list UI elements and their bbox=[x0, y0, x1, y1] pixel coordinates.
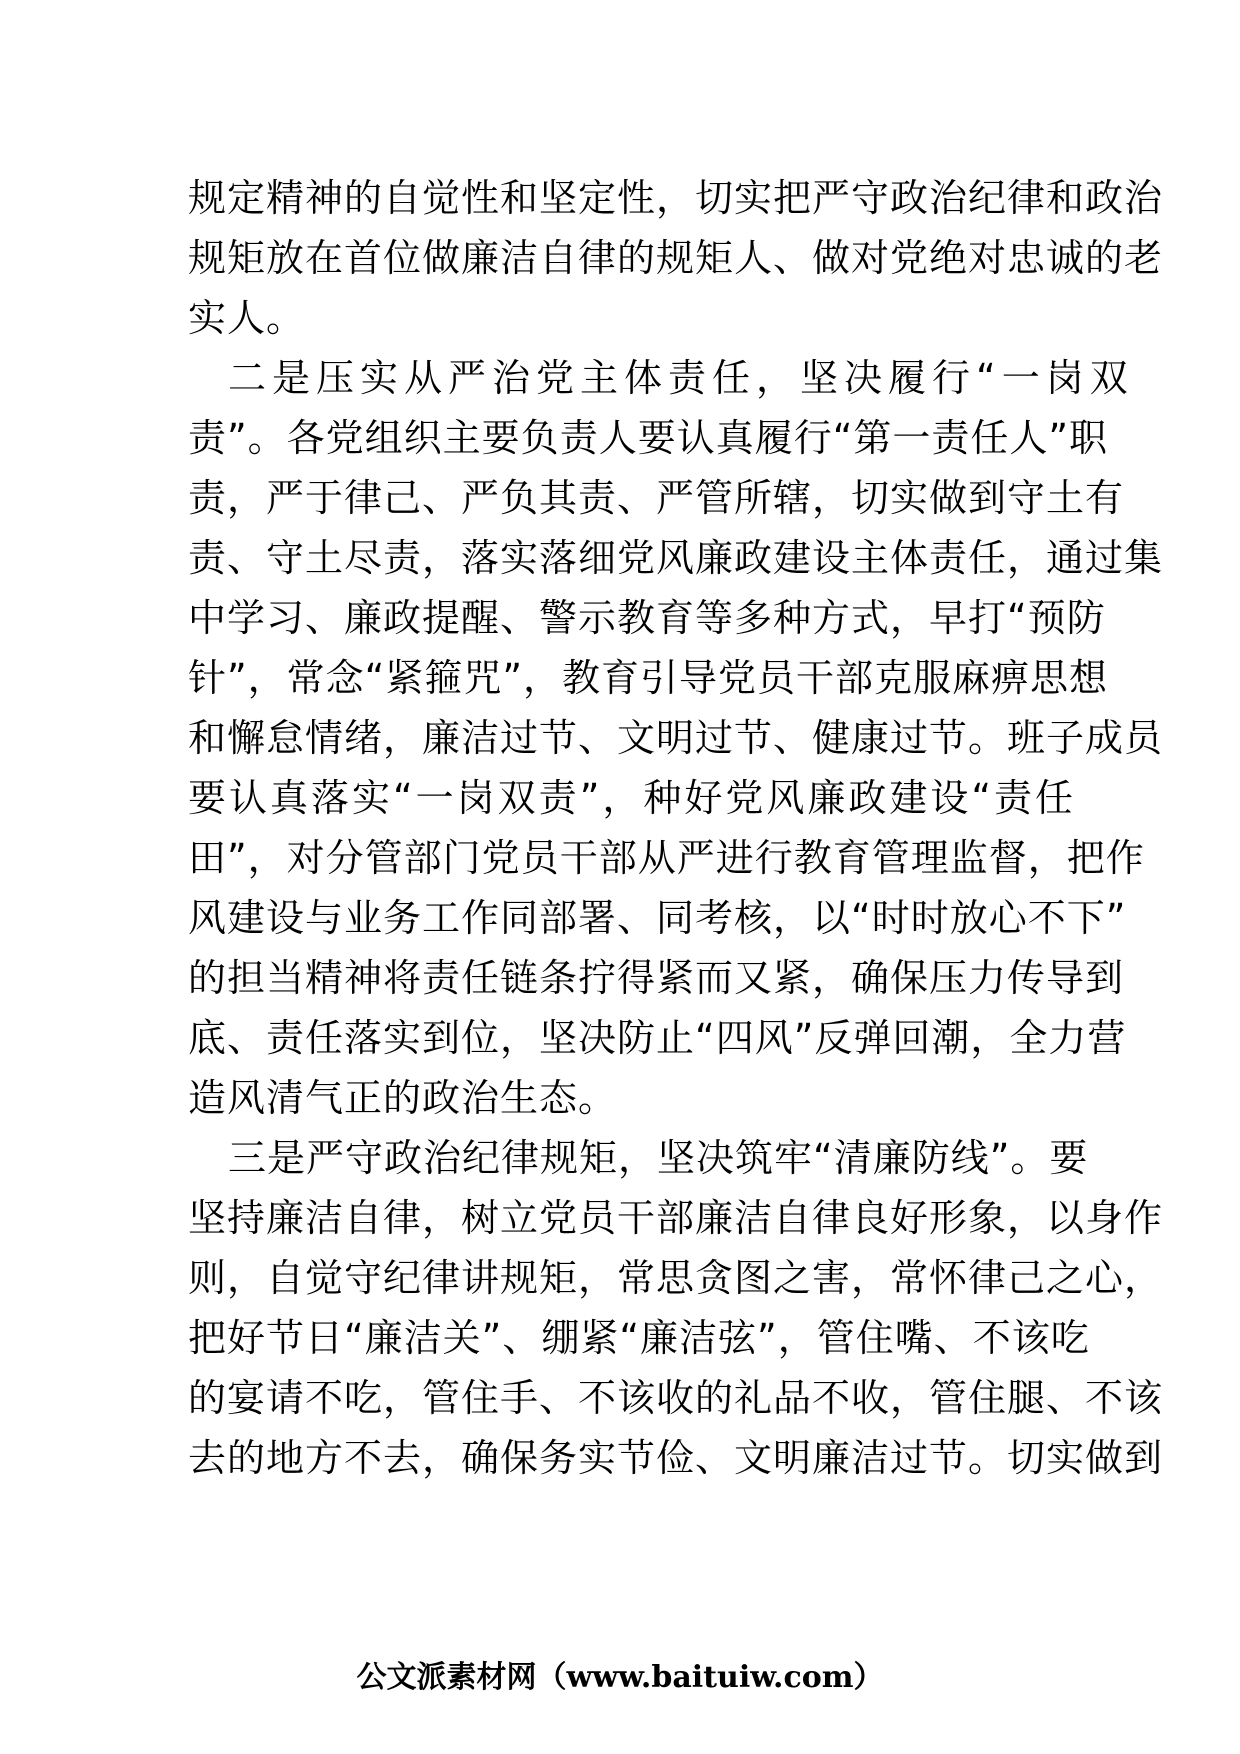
text-line: 要认真落实“一岗双责”，种好党风廉政建设“责任 bbox=[188, 776, 1077, 820]
text-line: 风建设与业务工作同部署、同考核，以“时时放心不下” bbox=[188, 896, 1127, 940]
text-line: 去的地方不去，确保务实节俭、文明廉洁过节。切实做到 bbox=[188, 1436, 1164, 1480]
text-line: 责、守土尽责，落实落细党风廉政建设主体责任，通过集 bbox=[188, 536, 1164, 580]
text-line: 底、责任落实到位，坚决防止“四风”反弹回潮，全力营 bbox=[188, 1016, 1127, 1060]
text-line: 责”。各党组织主要负责人要认真履行“第一责任人”职 bbox=[188, 416, 1109, 460]
text-line: 实人。 bbox=[188, 296, 306, 340]
text-line: 田”，对分管部门党员干部从严进行教育管理监督，把作 bbox=[188, 836, 1145, 880]
text-line: 坚持廉洁自律，树立党员干部廉洁自律良好形象，以身作 bbox=[188, 1196, 1164, 1240]
text-line: 责，严于律己、严负其责、严管所辖，切实做到守土有 bbox=[188, 476, 1125, 520]
text-line: 规定精神的自觉性和坚定性，切实把严守政治纪律和政治 bbox=[188, 176, 1164, 220]
paragraph-start-line: 二是压实从严治党主体责任，坚决履行“一岗双 bbox=[228, 356, 1134, 400]
text-line: 的宴请不吃，管住手、不该收的礼品不收，管住腿、不该 bbox=[188, 1376, 1164, 1420]
text-line: 则，自觉守纪律讲规矩，常思贪图之害，常怀律己之心， bbox=[188, 1256, 1164, 1300]
text-line: 和懈怠情绪，廉洁过节、文明过节、健康过节。班子成员 bbox=[188, 716, 1164, 760]
text-line: 规矩放在首位做廉洁自律的规矩人、做对党绝对忠诚的老 bbox=[188, 236, 1164, 280]
text-line: 的担当精神将责任链条拧得紧而又紧，确保压力传导到 bbox=[188, 956, 1125, 1000]
paragraph-start-line: 三是严守政治纪律规矩，坚决筑牢“清廉防线”。要 bbox=[228, 1136, 1089, 1180]
text-line: 把好节日“廉洁关”、绷紧“廉洁弦”，管住嘴、不该吃 bbox=[188, 1316, 1090, 1360]
text-line: 造风清气正的政治生态。 bbox=[188, 1076, 618, 1120]
footer-watermark: 公文派素材网（www.baituiw.com） bbox=[356, 1660, 884, 1695]
text-line: 针”，常念“紧箍咒”，教育引导党员干部克服麻痹思想 bbox=[188, 656, 1109, 700]
text-line: 中学习、廉政提醒、警示教育等多种方式，早打“预防 bbox=[188, 596, 1106, 640]
